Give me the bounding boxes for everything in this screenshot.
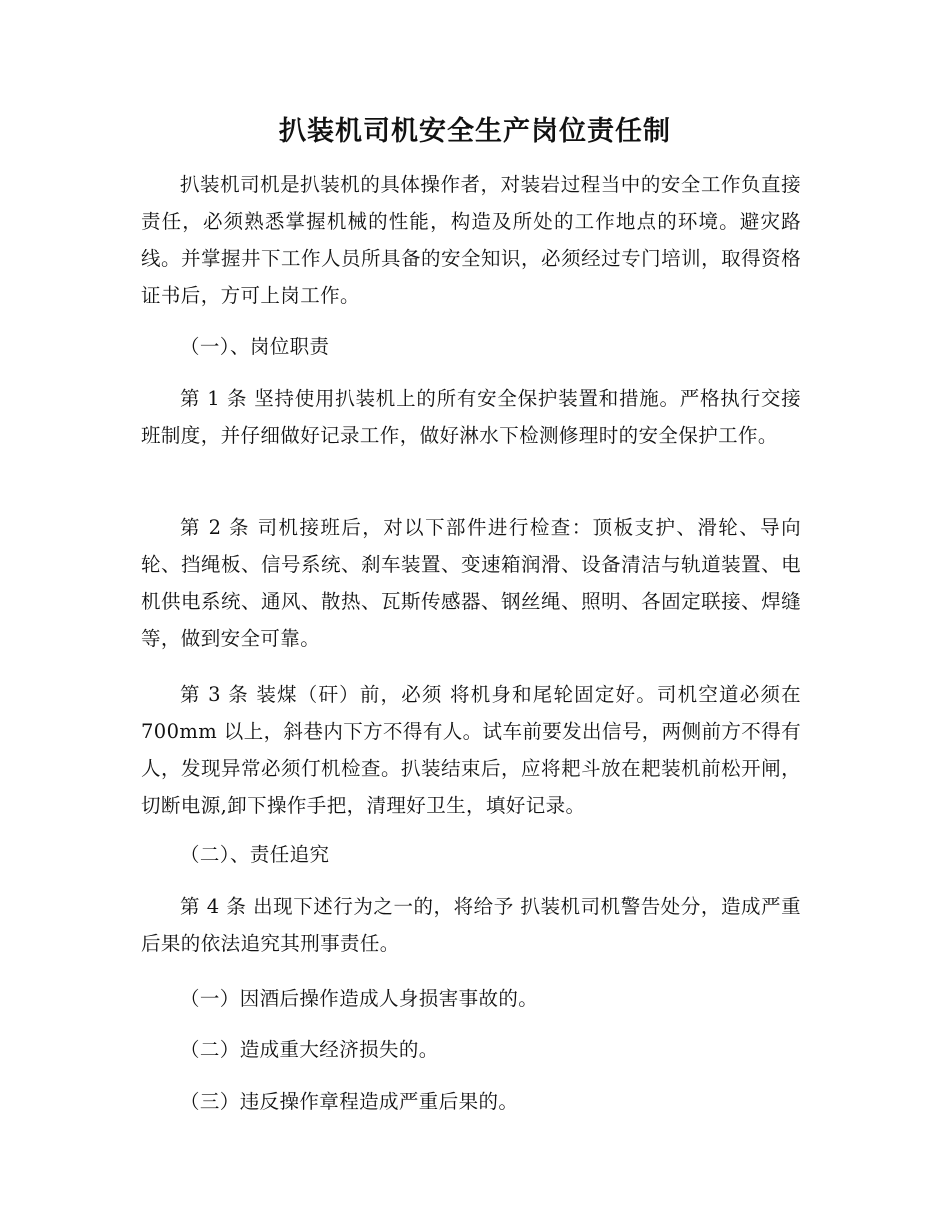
article-3-paragraph: 第 3 条 装煤（矸）前，必须 将机身和尾轮固定好。司机空道必须在 700mm 以上，斜巷内下方不得有人。试车前要发出信号，两侧前方不得有人，发现异常必须仃机检查。扒装结束后，应将耙斗放在耙装机前松开闸，切断电源,卸下操作手把，清理好卫生，填好记录。 [141, 683, 801, 817]
list-item: （三）违反操作章程造成严重后果的。 [180, 1090, 519, 1113]
list-item: （一）因酒后操作造成人身损害事故的。 [180, 987, 539, 1010]
section-heading-duties: （一）、岗位职责 [180, 335, 330, 358]
article-1-paragraph: 第 1 条 坚持使用扒装机上的所有安全保护装置和措施。严格执行交接班制度，并仔细做好记录工作，做好淋水下检测修理时的安全保护工作。 [141, 387, 801, 447]
article-4-paragraph: 第 4 条 出现下述行为之一的，将给予 扒装机司机警告处分，造成严重后果的依法追究其刑事责任。 [141, 895, 801, 955]
intro-paragraph: 扒装机司机是扒装机的具体操作者，对装岩过程当中的安全工作负直接责任，必须熟悉掌握机械的性能，构造及所处的工作地点的环境。避灾路线。并掌握井下工作人员所具备的安全知识，必须经过专门培训，取得资格证书后，方可上岗工作。 [141, 173, 801, 307]
document-title: 扒装机司机安全生产岗位责任制 [279, 116, 671, 147]
list-item: （二）造成重大经济损失的。 [180, 1038, 439, 1061]
article-2-paragraph: 第 2 条 司机接班后，对以下部件进行检查：顶板支护、滑轮、导向轮、挡绳板、信号系统、刹车装置、变速箱润滑、设备清洁与轨道装置、电机供电系统、通风、散热、瓦斯传感器、钢丝绳、照明、各固定联接、焊缝等，做到安全可靠。 [141, 516, 801, 650]
section-heading-accountability: （二）、责任追究 [180, 843, 330, 866]
